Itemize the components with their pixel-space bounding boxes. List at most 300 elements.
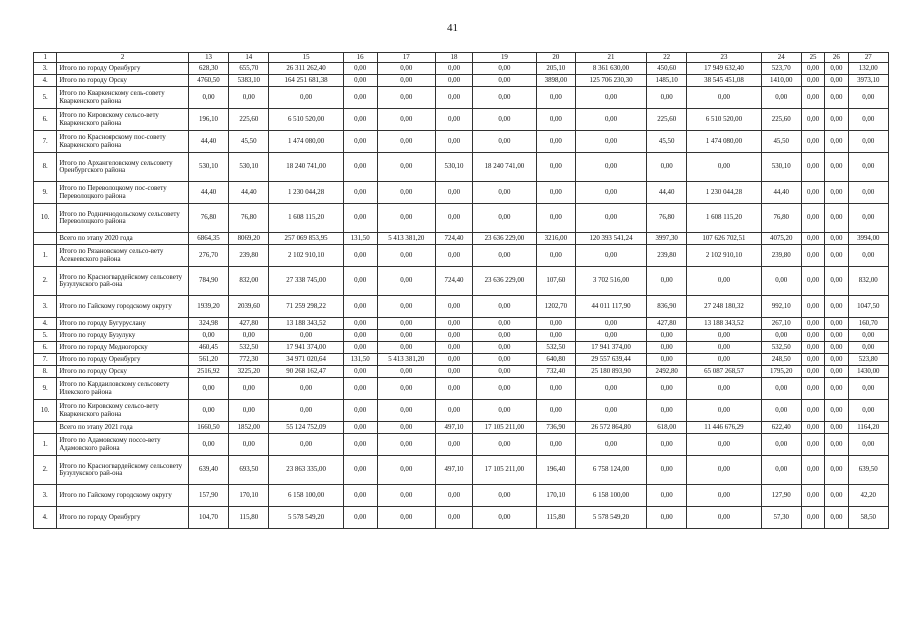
value-cell: 0,00 [377,366,435,378]
value-cell: 0,00 [575,330,646,342]
value-cell: 0,00 [377,422,435,434]
header-cell: 27 [848,53,888,63]
row-name-cell: Итого по Кировскому сельсо-вету Кваркенского района [57,400,189,422]
value-cell: 0,00 [801,422,824,434]
value-cell: 157,90 [188,485,228,507]
value-cell: 0,00 [377,318,435,330]
value-cell: 0,00 [343,318,377,330]
table-row [34,456,889,485]
value-cell: 0,00 [229,330,269,342]
value-cell: 532,50 [761,342,801,354]
value-cell: 0,00 [377,507,435,529]
table-row [34,204,889,233]
value-cell: 27 248 180,32 [687,296,761,318]
value-cell: 58,50 [848,507,888,529]
value-cell: 0,00 [575,87,646,109]
value-cell: 0,00 [761,267,801,296]
value-cell: 3997,30 [647,233,687,245]
row-name-cell: Итого по Красногвардейскому сельсовету Бузулукского рай-она [57,456,189,485]
value-cell: 0,00 [761,330,801,342]
value-cell: 836,90 [647,296,687,318]
value-cell: 0,00 [343,87,377,109]
value-cell: 8069,20 [229,233,269,245]
value-cell: 0,00 [435,131,472,153]
value-cell: 17 941 374,00 [575,342,646,354]
value-cell: 0,00 [536,204,575,233]
row-number-cell: 8. [34,153,57,182]
table-row [34,354,889,366]
value-cell: 0,00 [575,204,646,233]
value-cell: 0,00 [343,182,377,204]
value-cell: 13 188 343,52 [687,318,761,330]
value-cell: 0,00 [801,296,824,318]
value-cell: 0,00 [435,378,472,400]
row-number-cell: 2. [34,456,57,485]
data-table [33,52,889,529]
value-cell: 0,00 [801,109,824,131]
value-cell: 736,90 [536,422,575,434]
value-cell: 17 105 211,00 [473,422,537,434]
row-name-cell: Итого по Красноярскому пос-совету Кваркенского района [57,131,189,153]
value-cell: 17 105 211,00 [473,456,537,485]
row-name-cell: Итого по городу Орску [57,75,189,87]
value-cell: 76,80 [647,204,687,233]
row-number-cell: 7. [34,354,57,366]
value-cell: 0,00 [343,507,377,529]
value-cell: 1430,00 [848,366,888,378]
value-cell: 1795,20 [761,366,801,378]
value-cell: 0,00 [687,267,761,296]
value-cell: 0,00 [848,245,888,267]
value-cell: 1 230 044,28 [269,182,343,204]
value-cell: 6 510 520,00 [269,109,343,131]
row-name-cell: Итого по Родничнодольскому сельсовету Переволоцкого района [57,204,189,233]
value-cell: 225,60 [647,109,687,131]
value-cell: 992,10 [761,296,801,318]
row-name-cell: Итого по Красногвардейскому сельсовету Бузулукского рай-она [57,267,189,296]
value-cell: 0,00 [473,318,537,330]
value-cell: 0,00 [825,87,848,109]
value-cell: 693,50 [229,456,269,485]
value-cell: 0,00 [473,87,537,109]
value-cell: 205,10 [536,63,575,75]
value-cell: 131,50 [343,233,377,245]
value-cell: 0,00 [647,434,687,456]
value-cell: 11 446 676,29 [687,422,761,434]
value-cell: 42,20 [848,485,888,507]
value-cell: 0,00 [687,456,761,485]
value-cell: 0,00 [435,109,472,131]
header-cell: 16 [343,53,377,63]
value-cell: 0,00 [377,342,435,354]
value-cell: 0,00 [269,400,343,422]
value-cell: 497,10 [435,456,472,485]
value-cell: 497,10 [435,422,472,434]
header-cell: 24 [761,53,801,63]
row-number-cell: 4. [34,318,57,330]
value-cell: 427,80 [647,318,687,330]
value-cell: 1410,00 [761,75,801,87]
value-cell: 0,00 [377,182,435,204]
value-cell: 196,40 [536,456,575,485]
value-cell: 0,00 [377,75,435,87]
value-cell: 0,00 [687,87,761,109]
value-cell: 0,00 [801,366,824,378]
value-cell: 225,60 [761,109,801,131]
value-cell: 618,00 [647,422,687,434]
table-row [34,507,889,529]
value-cell: 0,00 [343,131,377,153]
value-cell: 0,00 [801,378,824,400]
value-cell: 523,70 [761,63,801,75]
value-cell: 0,00 [473,378,537,400]
value-cell: 0,00 [801,354,824,366]
value-cell: 0,00 [343,330,377,342]
row-number-cell: 4. [34,507,57,529]
value-cell: 2 102 910,10 [687,245,761,267]
value-cell: 0,00 [647,507,687,529]
value-cell: 0,00 [801,342,824,354]
value-cell: 0,00 [848,434,888,456]
value-cell: 0,00 [801,87,824,109]
value-cell: 0,00 [377,296,435,318]
value-cell: 3216,00 [536,233,575,245]
value-cell: 44,40 [188,131,228,153]
header-cell: 25 [801,53,824,63]
value-cell: 0,00 [343,153,377,182]
value-cell: 55 124 752,09 [269,422,343,434]
value-cell: 5 413 381,20 [377,233,435,245]
row-name-cell: Итого по Гайскому городскому округу [57,485,189,507]
table-row [34,267,889,296]
row-number-cell: 3. [34,296,57,318]
value-cell: 0,00 [801,456,824,485]
value-cell: 724,40 [435,233,472,245]
value-cell: 0,00 [377,204,435,233]
table-row [34,330,889,342]
value-cell: 0,00 [825,434,848,456]
value-cell: 196,10 [188,109,228,131]
value-cell: 0,00 [848,182,888,204]
value-cell: 0,00 [343,75,377,87]
value-cell: 530,10 [188,153,228,182]
value-cell: 0,00 [536,400,575,422]
value-cell: 0,00 [825,233,848,245]
row-number-cell: 8. [34,366,57,378]
value-cell: 0,00 [188,378,228,400]
value-cell: 0,00 [575,434,646,456]
value-cell: 0,00 [473,131,537,153]
value-cell: 4075,20 [761,233,801,245]
value-cell: 0,00 [825,296,848,318]
value-cell: 0,00 [647,378,687,400]
value-cell: 26 572 864,80 [575,422,646,434]
value-cell: 5 413 381,20 [377,354,435,366]
row-number-cell: 5. [34,87,57,109]
value-cell: 0,00 [473,296,537,318]
value-cell: 0,00 [473,75,537,87]
value-cell: 0,00 [647,330,687,342]
value-cell: 90 268 162,47 [269,366,343,378]
value-cell: 0,00 [435,400,472,422]
value-cell: 0,00 [825,182,848,204]
value-cell: 523,80 [848,354,888,366]
value-cell: 0,00 [825,330,848,342]
value-cell: 628,30 [188,63,228,75]
value-cell: 27 338 745,00 [269,267,343,296]
row-number-cell: 5. [34,330,57,342]
value-cell: 239,80 [229,245,269,267]
value-cell: 0,00 [801,267,824,296]
value-cell: 0,00 [801,153,824,182]
value-cell: 0,00 [687,507,761,529]
value-cell: 0,00 [377,267,435,296]
header-cell: 21 [575,53,646,63]
value-cell: 530,10 [229,153,269,182]
value-cell: 0,00 [377,87,435,109]
value-cell: 0,00 [801,75,824,87]
value-cell: 0,00 [825,422,848,434]
value-cell: 170,10 [536,485,575,507]
value-cell: 0,00 [343,434,377,456]
value-cell: 0,00 [188,400,228,422]
value-cell: 2 102 910,10 [269,245,343,267]
value-cell: 0,00 [848,400,888,422]
value-cell: 6 158 100,00 [269,485,343,507]
value-cell: 170,10 [229,485,269,507]
value-cell: 0,00 [435,330,472,342]
value-cell: 0,00 [536,182,575,204]
value-cell: 832,00 [229,267,269,296]
value-cell: 0,00 [343,400,377,422]
value-cell: 0,00 [435,342,472,354]
row-number-cell: 6. [34,109,57,131]
value-cell: 248,50 [761,354,801,366]
page-number: 41 [447,22,458,34]
value-cell: 0,00 [825,318,848,330]
value-cell: 639,50 [848,456,888,485]
table-row [34,434,889,456]
value-cell: 724,40 [435,267,472,296]
value-cell: 0,00 [687,342,761,354]
value-cell: 0,00 [435,434,472,456]
value-cell: 127,90 [761,485,801,507]
value-cell: 0,00 [229,400,269,422]
value-cell: 0,00 [343,456,377,485]
value-cell: 160,70 [848,318,888,330]
value-cell: 0,00 [848,87,888,109]
row-number-cell: 3. [34,485,57,507]
row-name-cell: Итого по Гайскому городскому округу [57,296,189,318]
row-number-cell: 3. [34,63,57,75]
value-cell: 532,50 [536,342,575,354]
row-name-cell: Итого по городу Оренбургу [57,354,189,366]
value-cell: 0,00 [825,456,848,485]
value-cell: 0,00 [435,354,472,366]
value-cell: 0,00 [377,131,435,153]
value-cell: 0,00 [435,182,472,204]
row-number-cell: 4. [34,75,57,87]
value-cell: 0,00 [687,400,761,422]
value-cell: 561,20 [188,354,228,366]
value-cell: 13 188 343,52 [269,318,343,330]
value-cell: 6864,35 [188,233,228,245]
value-cell: 0,00 [536,109,575,131]
value-cell: 0,00 [825,245,848,267]
value-cell: 76,80 [229,204,269,233]
value-cell: 0,00 [801,63,824,75]
value-cell: 164 251 681,38 [269,75,343,87]
value-cell: 0,00 [377,456,435,485]
value-cell: 0,00 [435,245,472,267]
value-cell: 120 393 541,24 [575,233,646,245]
value-cell: 0,00 [647,342,687,354]
value-cell: 427,80 [229,318,269,330]
value-cell: 0,00 [377,378,435,400]
value-cell: 115,80 [536,507,575,529]
value-cell: 0,00 [473,63,537,75]
row-name-cell: Итого по Переволоцкому пос-совету Переволоцкого района [57,182,189,204]
value-cell: 0,00 [801,131,824,153]
value-cell: 239,80 [647,245,687,267]
value-cell: 530,10 [435,153,472,182]
value-cell: 532,50 [229,342,269,354]
value-cell: 267,10 [761,318,801,330]
table-row [34,318,889,330]
header-cell: 13 [188,53,228,63]
value-cell: 622,40 [761,422,801,434]
row-name-cell: Итого по городу Бузулуку [57,330,189,342]
row-number-cell: 10. [34,204,57,233]
value-cell: 0,00 [536,434,575,456]
value-cell: 0,00 [269,330,343,342]
table-row [34,75,889,87]
value-cell: 0,00 [473,109,537,131]
header-cell: 22 [647,53,687,63]
value-cell: 38 545 451,08 [687,75,761,87]
value-cell: 107,60 [536,267,575,296]
table-wrapper [33,52,889,529]
value-cell: 0,00 [269,87,343,109]
value-cell: 0,00 [825,204,848,233]
header-cell: 18 [435,53,472,63]
value-cell: 0,00 [801,318,824,330]
value-cell: 784,90 [188,267,228,296]
value-cell: 0,00 [687,485,761,507]
table-row [34,400,889,422]
value-cell: 0,00 [687,153,761,182]
value-cell: 0,00 [269,434,343,456]
value-cell: 0,00 [435,507,472,529]
value-cell: 1660,50 [188,422,228,434]
table-row [34,109,889,131]
value-cell: 0,00 [848,109,888,131]
value-cell: 2039,60 [229,296,269,318]
value-cell: 0,00 [536,131,575,153]
value-cell: 0,00 [687,434,761,456]
value-cell: 45,50 [761,131,801,153]
value-cell: 57,30 [761,507,801,529]
value-cell: 1164,20 [848,422,888,434]
value-cell: 639,40 [188,456,228,485]
value-cell: 0,00 [473,366,537,378]
header-cell: 19 [473,53,537,63]
value-cell: 0,00 [343,109,377,131]
value-cell: 0,00 [647,153,687,182]
value-cell: 832,00 [848,267,888,296]
value-cell: 0,00 [343,485,377,507]
table-row [34,245,889,267]
value-cell: 0,00 [575,182,646,204]
value-cell: 1 608 115,20 [687,204,761,233]
value-cell: 0,00 [473,204,537,233]
value-cell: 44,40 [761,182,801,204]
value-cell: 0,00 [536,87,575,109]
value-cell: 0,00 [801,507,824,529]
value-cell: 0,00 [825,75,848,87]
value-cell: 0,00 [229,434,269,456]
value-cell: 0,00 [343,366,377,378]
value-cell: 3225,20 [229,366,269,378]
value-cell: 0,00 [575,378,646,400]
value-cell: 0,00 [848,342,888,354]
row-number-cell: 1. [34,245,57,267]
value-cell: 0,00 [575,400,646,422]
value-cell: 23 863 335,00 [269,456,343,485]
value-cell: 1 474 080,00 [687,131,761,153]
value-cell: 0,00 [473,354,537,366]
table-row [34,422,889,434]
value-cell: 0,00 [687,354,761,366]
row-name-cell: Итого по Кировскому сельсо-вету Кваркенского района [57,109,189,131]
value-cell: 0,00 [647,354,687,366]
value-cell: 0,00 [801,182,824,204]
value-cell: 0,00 [761,87,801,109]
value-cell: 0,00 [473,400,537,422]
value-cell: 0,00 [343,63,377,75]
row-number-cell: 6. [34,342,57,354]
value-cell: 0,00 [473,182,537,204]
value-cell: 0,00 [473,330,537,342]
value-cell: 0,00 [687,330,761,342]
row-name-cell: Итого по Кардаиловскому сельсовету Илекского района [57,378,189,400]
value-cell: 0,00 [801,330,824,342]
value-cell: 0,00 [825,63,848,75]
row-name-cell: Всего по этапу 2020 года [57,233,189,245]
value-cell: 0,00 [188,330,228,342]
table-row [34,296,889,318]
value-cell: 0,00 [343,245,377,267]
value-cell: 26 311 262,40 [269,63,343,75]
table-row [34,366,889,378]
header-cell: 20 [536,53,575,63]
value-cell: 0,00 [825,131,848,153]
value-cell: 5 578 549,20 [575,507,646,529]
value-cell: 6 158 100,00 [575,485,646,507]
value-cell: 76,80 [188,204,228,233]
value-cell: 257 069 853,95 [269,233,343,245]
table-row [34,485,889,507]
value-cell: 0,00 [825,267,848,296]
value-cell: 0,00 [801,245,824,267]
row-number-cell: 2. [34,267,57,296]
table-row [34,182,889,204]
value-cell: 0,00 [647,485,687,507]
value-cell: 3973,10 [848,75,888,87]
value-cell: 732,40 [536,366,575,378]
table-row [34,378,889,400]
value-cell: 0,00 [575,131,646,153]
